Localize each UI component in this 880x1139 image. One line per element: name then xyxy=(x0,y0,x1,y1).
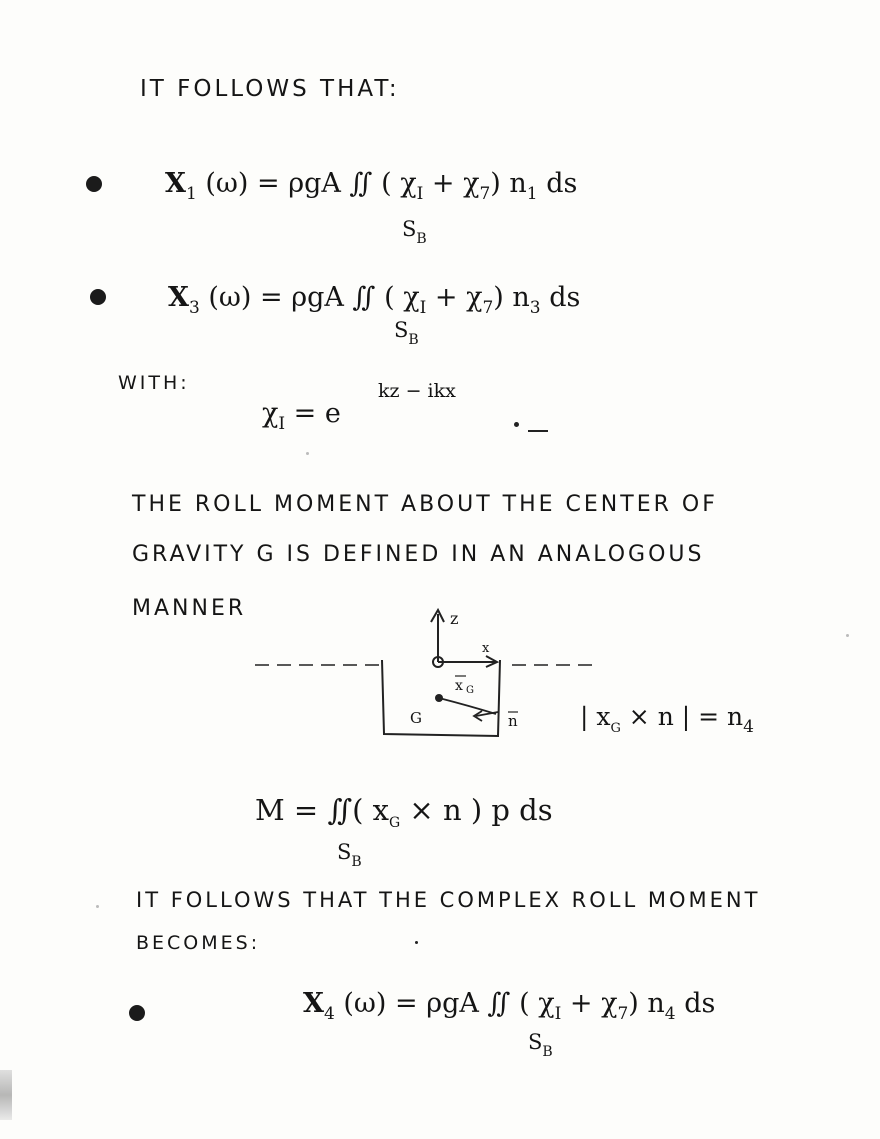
eq1-limit xyxy=(402,217,427,247)
eq1-normal-sub: 1 xyxy=(526,184,538,204)
scan-speck xyxy=(306,452,309,455)
eq1-limit-s: S xyxy=(402,217,417,241)
eq1-integrand-b: + χ xyxy=(423,168,480,199)
xg-label-sub: G xyxy=(466,685,474,696)
eq1-limit-sub: B xyxy=(416,231,427,247)
equation-x4 xyxy=(303,988,716,1024)
eq3-limit xyxy=(394,318,419,348)
eq3-lhs: X xyxy=(168,282,189,313)
pen-dot xyxy=(514,422,519,427)
incident-exponent: kz − ikx xyxy=(378,380,456,402)
conclusion-line-2: BECOMES: xyxy=(136,932,261,954)
eq1-lhs: X xyxy=(165,168,186,199)
eq3-lhs-sub: 3 xyxy=(188,298,200,318)
eq1-lhs-sub: 1 xyxy=(185,184,197,204)
x-label: x xyxy=(482,641,490,656)
with-label: WITH: xyxy=(118,372,190,394)
eq1-sub-7: 7 xyxy=(479,184,491,204)
pen-dash xyxy=(528,430,548,432)
eq3-lhs-arg: (ω) = xyxy=(208,282,283,313)
bullet-eq4 xyxy=(129,1005,145,1021)
cross-n-sub: 4 xyxy=(743,717,754,737)
bullet-eq1 xyxy=(86,176,102,192)
eq4-lhs-arg: (ω) = xyxy=(343,988,418,1019)
eq1-integrand-a: ( χ xyxy=(381,168,417,199)
eq3-integrand-a: ( χ xyxy=(384,282,420,313)
g-label: G xyxy=(410,709,422,727)
bullet-eq3 xyxy=(90,289,106,305)
moment-tail: × n ) p ds xyxy=(400,793,553,827)
incident-lhs: χ xyxy=(262,398,279,429)
eq4-integrand-c: ) n xyxy=(628,988,665,1019)
moment-limit xyxy=(337,840,362,870)
eq1-integrand-c: ) n xyxy=(490,168,527,199)
eq3-limit-sub: B xyxy=(408,332,419,348)
scan-speck xyxy=(96,905,99,908)
moment-lhs: M xyxy=(255,793,285,827)
eq4-limit-sub: B xyxy=(542,1044,553,1060)
eq1-lhs-arg: (ω) = xyxy=(205,168,280,199)
xg-label: x xyxy=(455,678,463,694)
eq4-lhs-sub: 4 xyxy=(323,1004,335,1024)
cross-lhs: | x xyxy=(580,702,611,731)
eq3-normal-sub: 3 xyxy=(529,298,541,318)
paragraph-line-1: THE ROLL MOMENT ABOUT THE CENTER OF xyxy=(132,492,718,517)
eq4-normal-sub: 4 xyxy=(664,1004,676,1024)
eq3-coef: ρgA ∬ xyxy=(291,282,376,313)
moment-limit-s: S xyxy=(337,840,352,864)
conclusion-line-1: IT FOLLOWS THAT THE COMPLEX ROLL MOMENT xyxy=(136,888,761,912)
moment-eq: = ∬( x xyxy=(284,793,390,827)
stray-dot xyxy=(415,941,418,944)
paragraph-line-3: MANNER xyxy=(132,596,247,621)
incident-potential xyxy=(262,398,341,434)
moment-xg-sub: G xyxy=(389,815,401,831)
cross-sub: G xyxy=(610,721,621,736)
eq1-coef: ρgA ∬ xyxy=(288,168,373,199)
eq4-integrand-b: + χ xyxy=(561,988,618,1019)
paragraph-line-2: GRAVITY G IS DEFINED IN AN ANALOGOUS xyxy=(132,542,705,567)
equation-x1 xyxy=(165,168,578,204)
intro-heading: IT FOLLOWS THAT: xyxy=(140,76,400,102)
eq1-sub-i: I xyxy=(416,184,424,204)
incident-eq: = e xyxy=(285,398,341,429)
incident-lhs-sub: I xyxy=(278,414,286,434)
equation-x3 xyxy=(168,282,581,318)
cross-product-relation xyxy=(580,702,754,737)
eq4-coef: ρgA ∬ xyxy=(426,988,511,1019)
eq4-integrand-a: ( χ xyxy=(519,988,555,1019)
moment-equation xyxy=(255,793,553,831)
eq3-limit-s: S xyxy=(394,318,409,342)
eq3-sub-7: 7 xyxy=(482,298,494,318)
n-label: n xyxy=(508,712,518,730)
eq1-tail: ds xyxy=(537,168,578,199)
cross-tail: × n | = n xyxy=(620,702,744,731)
eq4-limit-s: S xyxy=(528,1030,543,1054)
eq3-integrand-c: ) n xyxy=(493,282,530,313)
eq4-tail: ds xyxy=(675,988,716,1019)
scan-speck xyxy=(846,634,849,637)
scan-edge-mark xyxy=(0,1070,12,1120)
eq4-lhs: X xyxy=(303,988,324,1019)
roll-moment-diagram xyxy=(250,600,770,760)
eq3-sub-i: I xyxy=(419,298,427,318)
eq4-sub-i: I xyxy=(554,1004,562,1024)
moment-limit-sub: B xyxy=(351,854,362,870)
eq4-sub-7: 7 xyxy=(617,1004,629,1024)
z-label: z xyxy=(450,609,459,628)
eq3-integrand-b: + χ xyxy=(426,282,483,313)
xg-vector xyxy=(439,698,496,714)
eq3-tail: ds xyxy=(540,282,581,313)
eq4-limit xyxy=(528,1030,553,1060)
